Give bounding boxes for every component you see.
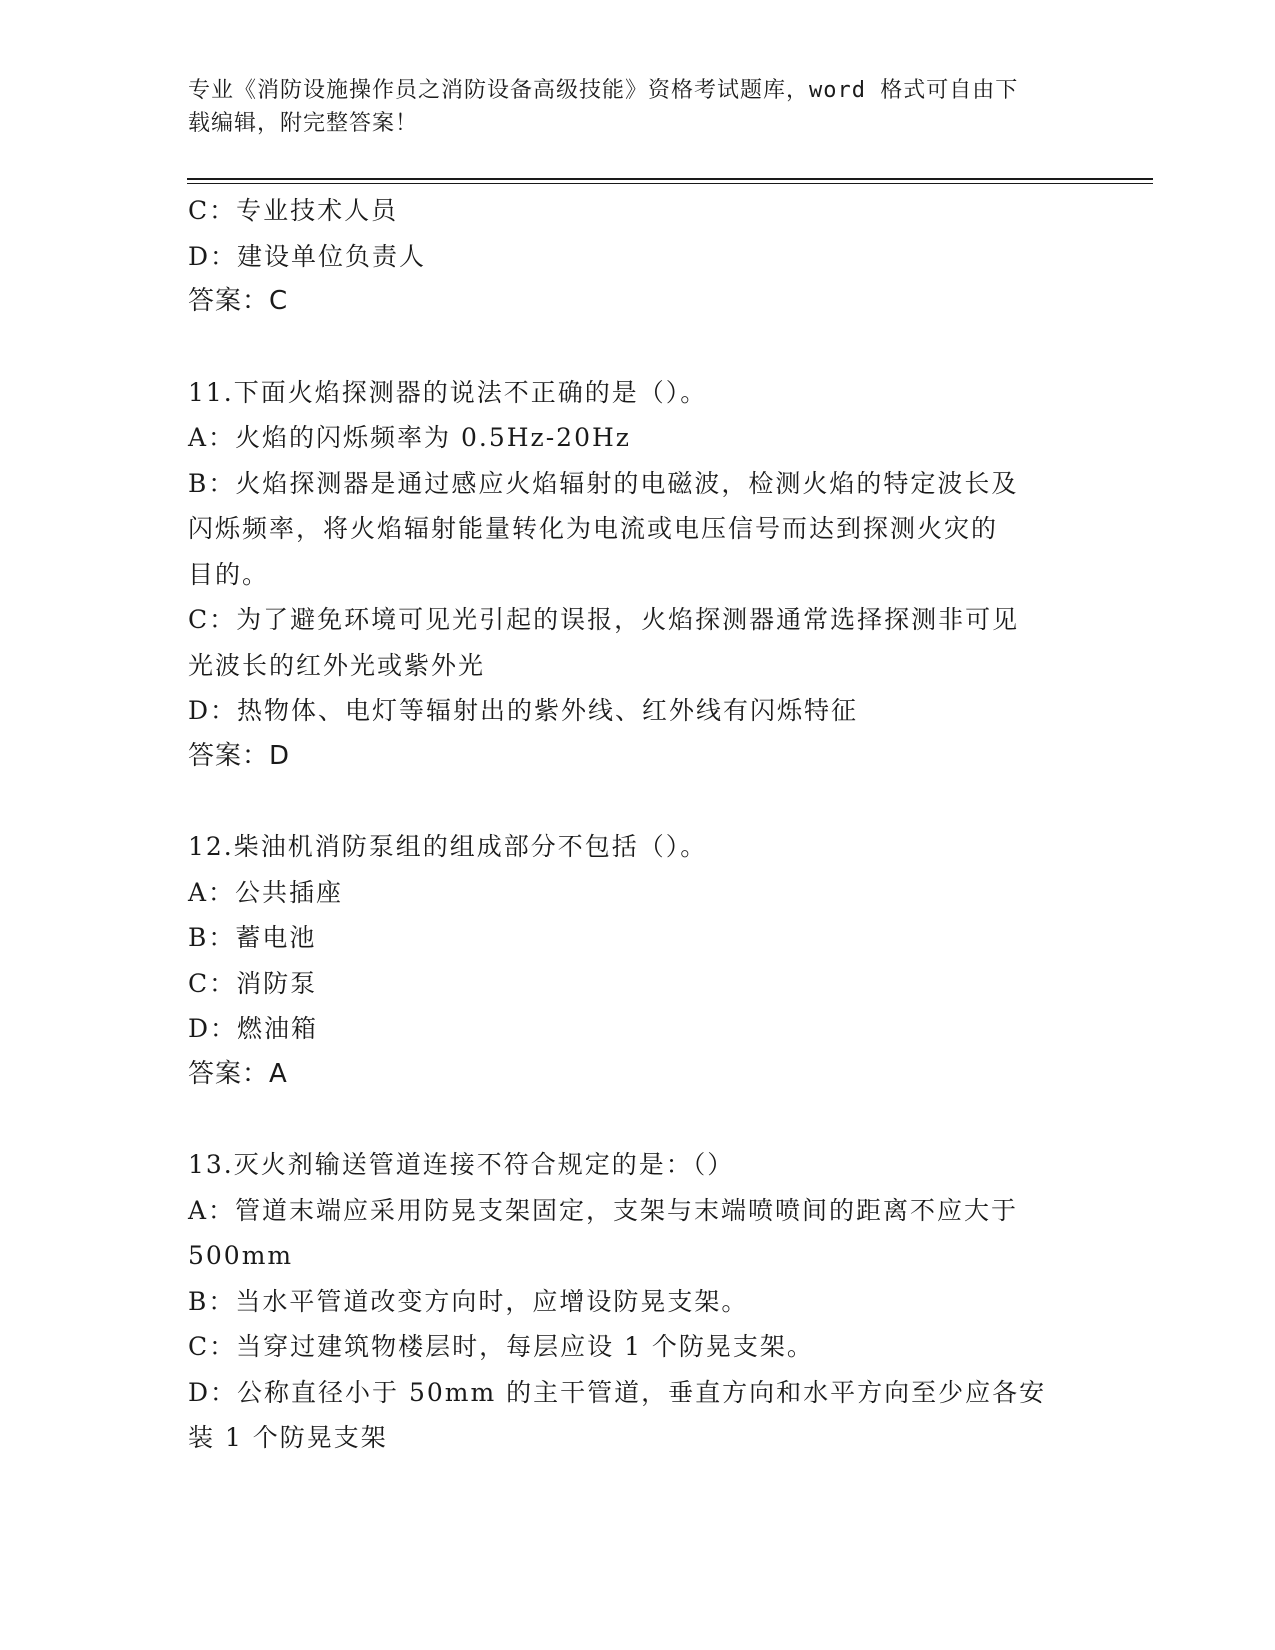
option-a: A：管道末端应采用防晃支架固定，支架与末端喷喷间的距离不应大于 xyxy=(188,1195,1019,1225)
header-line-2: 载编辑，附完整答案！ xyxy=(188,111,419,136)
option-c: C：专业技术人员 xyxy=(188,196,399,225)
document-header xyxy=(188,74,1088,140)
previous-question-block xyxy=(188,188,1088,325)
option-b: B：当水平管道改变方向时，应增设防晃支架。 xyxy=(188,1286,749,1316)
option-a: A：火焰的闪烁频率为 0.5Hz-20Hz xyxy=(188,423,631,452)
header-line-1: 专业《消防设施操作员之消防设备高级技能》资格考试题库，word 格式可自由下 xyxy=(188,78,1019,103)
question-content xyxy=(188,188,1088,1461)
question-stem: 11.下面火焰探测器的说法不正确的是（）。 xyxy=(188,377,708,407)
option-c: C：当穿过建筑物楼层时，每层应设 1 个防晃支架。 xyxy=(188,1332,814,1361)
option-a-cont: 500mm xyxy=(188,1241,294,1270)
option-d-cont: 装 1 个防晃支架 xyxy=(188,1423,388,1452)
question-11 xyxy=(188,370,1088,780)
header-rule-thick xyxy=(187,178,1153,180)
option-c-cont: 光波长的红外光或紫外光 xyxy=(188,650,486,680)
option-d: D：公称直径小于 50mm 的主干管道，垂直方向和水平方向至少应各安 xyxy=(188,1377,1047,1407)
spacer xyxy=(188,779,1088,824)
question-13 xyxy=(188,1142,1088,1461)
option-d: D：建设单位负责人 xyxy=(188,241,427,271)
option-d: D：燃油箱 xyxy=(188,1014,319,1043)
answer: 答案：C xyxy=(188,286,289,316)
option-a: A：公共插座 xyxy=(188,877,344,907)
option-c: C：为了避免环境可见光引起的误报，火焰探测器通常选择探测非可见 xyxy=(188,605,1020,634)
option-d: D：热物体、电灯等辐射出的紫外线、红外线有闪烁特征 xyxy=(188,696,859,725)
answer: 答案：A xyxy=(188,1058,288,1089)
question-stem: 12.柴油机消防泵组的组成部分不包括（）。 xyxy=(188,832,708,861)
option-b: B：蓄电池 xyxy=(188,923,317,952)
answer: 答案：D xyxy=(188,740,291,771)
option-b-cont: 目的。 xyxy=(188,559,270,589)
header-rule-thin xyxy=(187,183,1153,184)
option-b-cont: 闪烁频率，将火焰辐射能量转化为电流或电压信号而达到探测火灾的 xyxy=(188,514,999,543)
spacer xyxy=(188,325,1088,370)
option-c: C：消防泵 xyxy=(188,968,318,998)
option-b: B：火焰探测器是通过感应火焰辐射的电磁波，检测火焰的特定波长及 xyxy=(188,468,1019,498)
question-12 xyxy=(188,824,1088,1097)
question-stem: 13.灭火剂输送管道连接不符合规定的是：（） xyxy=(188,1150,735,1179)
spacer xyxy=(188,1097,1088,1142)
